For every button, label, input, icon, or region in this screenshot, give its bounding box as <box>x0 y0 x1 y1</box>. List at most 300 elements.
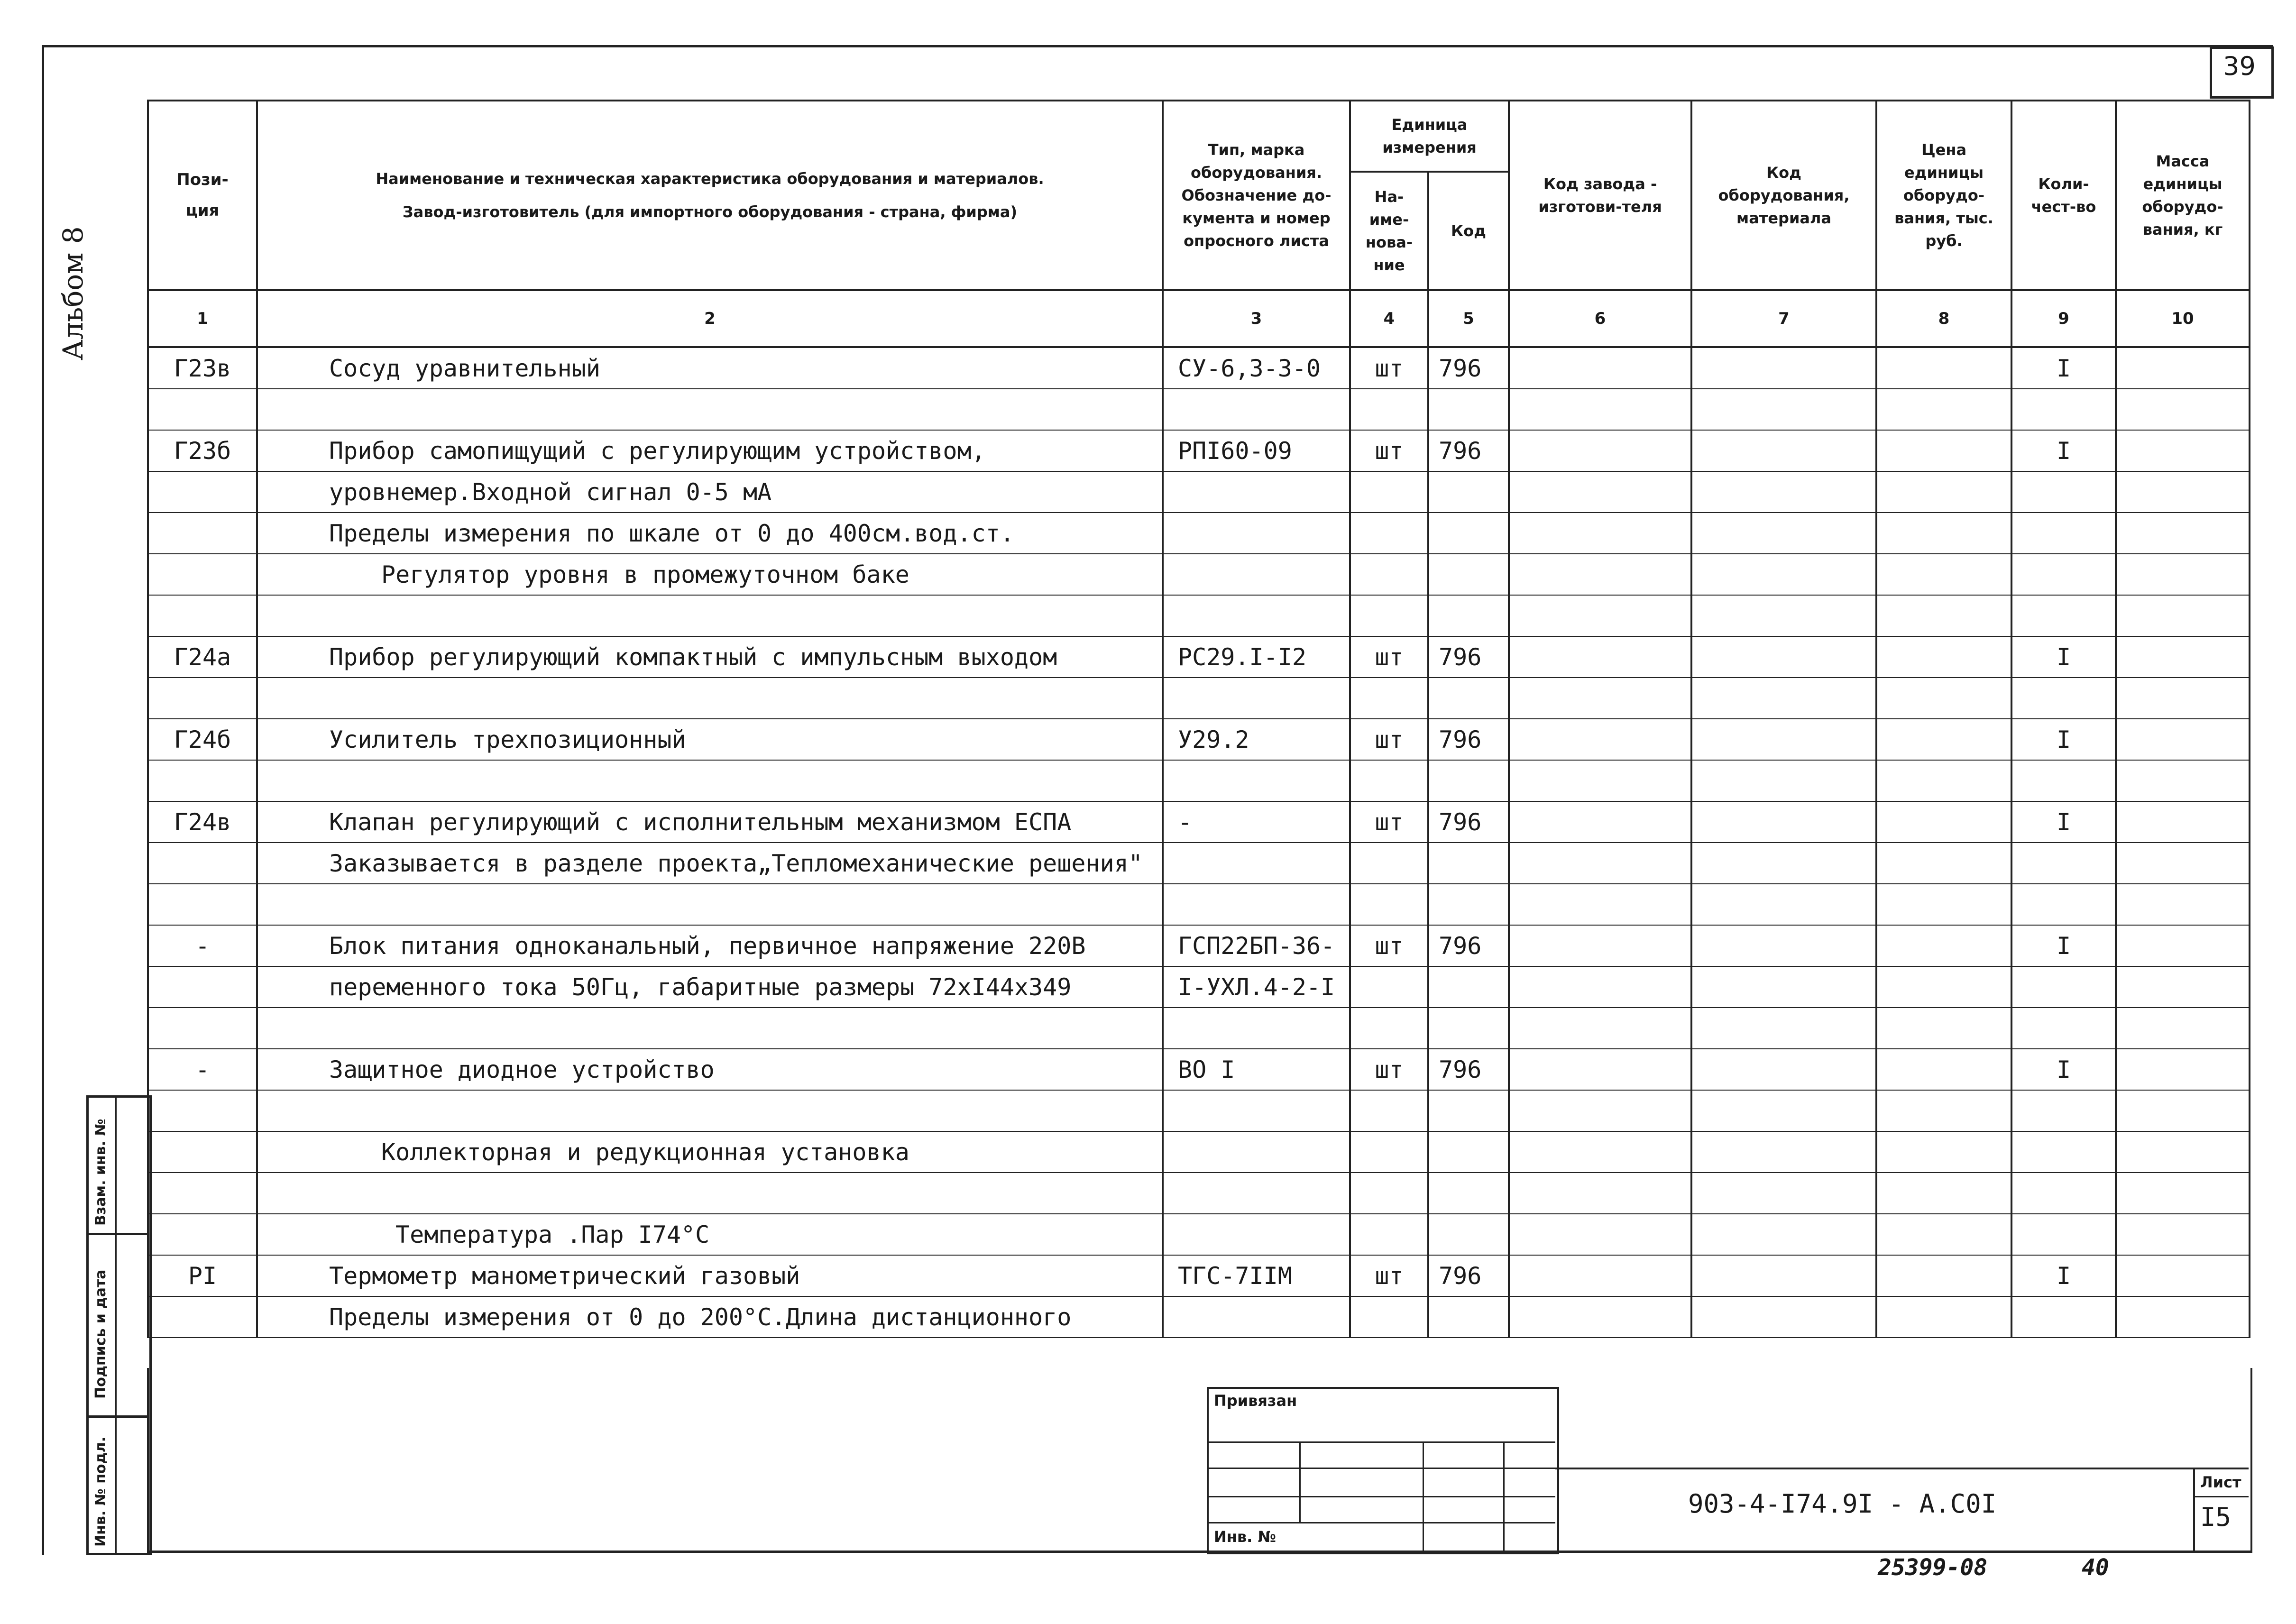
equipment-code-cell <box>1691 1131 1876 1173</box>
strip-separator <box>86 1415 147 1418</box>
table-row <box>148 678 2250 719</box>
position-cell <box>148 1214 257 1255</box>
price-cell <box>1876 513 2011 554</box>
type-cell <box>1163 471 1350 513</box>
table-row <box>148 843 2250 884</box>
mass-cell <box>2116 1049 2250 1090</box>
equipment-code-cell <box>1691 430 1876 471</box>
mass-cell <box>2116 719 2250 760</box>
position-cell <box>148 760 257 801</box>
header-mass: Масса единицы оборудо-вания, кг <box>2116 101 2250 290</box>
header-quantity: Коли-чест-во <box>2011 101 2116 290</box>
equipment-code-cell <box>1691 636 1876 678</box>
plant-code-cell <box>1509 801 1691 843</box>
type-cell: РПI60-09 <box>1163 430 1350 471</box>
equipment-code-cell <box>1691 801 1876 843</box>
replacement-inventory-label: Взам. инв. № <box>92 1119 109 1226</box>
equipment-code-cell <box>1691 1049 1876 1090</box>
plant-code-cell <box>1509 966 1691 1008</box>
unit-code-cell <box>1428 678 1509 719</box>
price-cell <box>1876 966 2011 1008</box>
plant-code-cell <box>1509 554 1691 595</box>
plant-code-cell <box>1509 884 1691 925</box>
unit-code-cell <box>1428 1296 1509 1338</box>
price-cell <box>1876 1255 2011 1296</box>
unit-code-cell <box>1428 1214 1509 1255</box>
unit-code-cell <box>1428 1131 1509 1173</box>
quantity-cell <box>2011 843 2116 884</box>
unit-code-cell <box>1428 513 1509 554</box>
plant-code-cell <box>1509 1296 1691 1338</box>
bound-label: Привязан <box>1214 1392 1297 1410</box>
stamp-vline <box>1299 1441 1301 1522</box>
col-number: 9 <box>2011 290 2116 347</box>
quantity-cell: I <box>2011 719 2116 760</box>
sheet-cell-divider <box>2193 1468 2195 1551</box>
unit-cell <box>1350 1090 1428 1131</box>
mass-cell <box>2116 471 2250 513</box>
price-cell <box>1876 471 2011 513</box>
table-row <box>148 760 2250 801</box>
table-row <box>148 1090 2250 1131</box>
unit-cell <box>1350 554 1428 595</box>
name-cell <box>257 678 1163 719</box>
price-cell <box>1876 430 2011 471</box>
type-cell: - <box>1163 801 1350 843</box>
unit-code-cell <box>1428 595 1509 636</box>
type-cell <box>1163 1008 1350 1049</box>
type-cell: I-УХЛ.4-2-I <box>1163 966 1350 1008</box>
position-cell <box>148 389 257 430</box>
inventory-label: Инв. № <box>1214 1528 1276 1546</box>
equipment-code-cell <box>1691 925 1876 966</box>
position-cell <box>148 1090 257 1131</box>
mass-cell <box>2116 1173 2250 1214</box>
strip-separator <box>86 1233 147 1235</box>
header-unit: Единица измерения <box>1350 101 1509 172</box>
sheet-number: I5 <box>2200 1502 2232 1532</box>
unit-cell <box>1350 595 1428 636</box>
unit-cell <box>1350 1214 1428 1255</box>
unit-code-cell <box>1428 554 1509 595</box>
type-cell: ТГС-7IIМ <box>1163 1255 1350 1296</box>
col-number: 4 <box>1350 290 1428 347</box>
mass-cell <box>2116 430 2250 471</box>
mass-cell <box>2116 389 2250 430</box>
unit-cell: шт <box>1350 801 1428 843</box>
quantity-cell <box>2011 554 2116 595</box>
plant-code-cell <box>1509 430 1691 471</box>
unit-cell: шт <box>1350 925 1428 966</box>
price-cell <box>1876 554 2011 595</box>
position-cell: - <box>148 1049 257 1090</box>
page-number: 39 <box>2223 51 2256 81</box>
name-cell: Защитное диодное устройство <box>257 1049 1163 1090</box>
unit-code-cell <box>1428 884 1509 925</box>
column-numbers-row <box>148 290 2250 347</box>
table-row <box>148 636 2250 678</box>
header-name <box>257 101 1163 290</box>
position-cell: Г24в <box>148 801 257 843</box>
quantity-cell <box>2011 1296 2116 1338</box>
type-cell: ГСП22БП-36- <box>1163 925 1350 966</box>
table-row <box>148 1173 2250 1214</box>
name-cell <box>257 595 1163 636</box>
equipment-code-cell <box>1691 884 1876 925</box>
price-cell <box>1876 719 2011 760</box>
equipment-code-cell <box>1691 471 1876 513</box>
header-type: Тип, марка оборудования. Обозначение до-кумента и номер опросного листа <box>1163 101 1350 290</box>
table-row <box>148 1131 2250 1173</box>
name-cell <box>257 1173 1163 1214</box>
type-cell <box>1163 389 1350 430</box>
mass-cell <box>2116 513 2250 554</box>
mass-cell <box>2116 1090 2250 1131</box>
table-row <box>148 1049 2250 1090</box>
price-cell <box>1876 760 2011 801</box>
quantity-cell <box>2011 678 2116 719</box>
album-label: Альбом 8 <box>57 226 89 360</box>
type-cell <box>1163 884 1350 925</box>
position-cell: Г24б <box>148 719 257 760</box>
name-cell <box>257 389 1163 430</box>
quantity-cell <box>2011 760 2116 801</box>
equipment-code-cell <box>1691 843 1876 884</box>
unit-code-cell <box>1428 760 1509 801</box>
price-cell <box>1876 595 2011 636</box>
position-cell <box>148 1296 257 1338</box>
unit-code-cell: 796 <box>1428 430 1509 471</box>
quantity-cell <box>2011 1214 2116 1255</box>
quantity-cell <box>2011 1131 2116 1173</box>
unit-cell <box>1350 389 1428 430</box>
type-cell <box>1163 1296 1350 1338</box>
plant-code-cell <box>1509 760 1691 801</box>
unit-code-cell: 796 <box>1428 719 1509 760</box>
name-cell <box>257 1090 1163 1131</box>
plant-code-cell <box>1509 389 1691 430</box>
col-number: 3 <box>1163 290 1350 347</box>
unit-cell <box>1350 966 1428 1008</box>
archive-code: 25399-08 <box>1878 1554 1988 1581</box>
table-row <box>148 389 2250 430</box>
name-cell: Пределы измерения от 0 до 200°С.Длина дистанционного <box>257 1296 1163 1338</box>
name-cell: Пределы измерения по шкале от 0 до 400см.вод.ст. <box>257 513 1163 554</box>
mass-cell <box>2116 1008 2250 1049</box>
price-cell <box>1876 347 2011 389</box>
position-cell <box>148 966 257 1008</box>
unit-cell: шт <box>1350 719 1428 760</box>
type-cell: РС29.I-I2 <box>1163 636 1350 678</box>
header-price: Цена единицы оборудо-вания, тыс. руб. <box>1876 101 2011 290</box>
plant-code-cell <box>1509 1214 1691 1255</box>
header-position: Пози- ция <box>148 101 257 290</box>
name-cell: Термометр манометрический газовый <box>257 1255 1163 1296</box>
unit-code-cell: 796 <box>1428 801 1509 843</box>
unit-cell <box>1350 760 1428 801</box>
col-number: 6 <box>1509 290 1691 347</box>
unit-code-cell: 796 <box>1428 347 1509 389</box>
mass-cell <box>2116 347 2250 389</box>
equipment-code-cell <box>1691 554 1876 595</box>
specification-table <box>147 100 2250 1338</box>
plant-code-cell <box>1509 1049 1691 1090</box>
header-plant-code: Код завода - изготови-теля <box>1509 101 1691 290</box>
plant-code-cell <box>1509 843 1691 884</box>
equipment-code-cell <box>1691 1090 1876 1131</box>
quantity-cell <box>2011 1090 2116 1131</box>
price-cell <box>1876 1173 2011 1214</box>
doc-code-line <box>1555 1468 2249 1469</box>
unit-code-cell: 796 <box>1428 1049 1509 1090</box>
type-cell <box>1163 1173 1350 1214</box>
type-cell <box>1163 1131 1350 1173</box>
unit-code-cell <box>1428 1173 1509 1214</box>
stamp-vline <box>1423 1441 1424 1551</box>
name-cell: Сосуд уравнительный <box>257 347 1163 389</box>
plant-code-cell <box>1509 1131 1691 1173</box>
quantity-cell <box>2011 966 2116 1008</box>
name-cell: Блок питания одноканальный, первичное напряжение 220В <box>257 925 1163 966</box>
price-cell <box>1876 884 2011 925</box>
price-cell <box>1876 389 2011 430</box>
unit-code-cell: 796 <box>1428 925 1509 966</box>
name-cell: Коллекторная и редукционная установка <box>257 1131 1163 1173</box>
price-cell <box>1876 1008 2011 1049</box>
name-cell <box>257 1008 1163 1049</box>
quantity-cell: I <box>2011 1255 2116 1296</box>
equipment-code-cell <box>1691 1173 1876 1214</box>
type-cell: ВО I <box>1163 1049 1350 1090</box>
mass-cell <box>2116 801 2250 843</box>
position-cell: Г23в <box>148 347 257 389</box>
quantity-cell <box>2011 595 2116 636</box>
col-number: 2 <box>257 290 1163 347</box>
plant-code-cell <box>1509 1090 1691 1131</box>
archive-page: 40 <box>2082 1554 2109 1581</box>
quantity-cell: I <box>2011 925 2116 966</box>
name-cell <box>257 884 1163 925</box>
type-cell <box>1163 760 1350 801</box>
table-row <box>148 1255 2250 1296</box>
name-cell: Прибор регулирующий компактный с импульсным выходом <box>257 636 1163 678</box>
position-cell: РI <box>148 1255 257 1296</box>
position-cell: - <box>148 925 257 966</box>
table-row <box>148 347 2250 389</box>
equipment-code-cell <box>1691 1255 1876 1296</box>
header-equipment-code: Код оборудования, материала <box>1691 101 1876 290</box>
mass-cell <box>2116 925 2250 966</box>
name-cell: Клапан регулирующий с исполнительным механизмом ЕСПА <box>257 801 1163 843</box>
plant-code-cell <box>1509 347 1691 389</box>
sheet-label: Лист <box>2200 1473 2241 1491</box>
price-cell <box>1876 843 2011 884</box>
position-cell: Г24а <box>148 636 257 678</box>
table-row <box>148 430 2250 471</box>
table-row <box>148 1214 2250 1255</box>
unit-code-cell <box>1428 843 1509 884</box>
document-code: 903-4-I74.9I - А.С0I <box>1688 1489 1997 1519</box>
mass-cell <box>2116 595 2250 636</box>
name-cell: Регулятор уровня в промежуточном баке <box>257 554 1163 595</box>
col-number: 8 <box>1876 290 2011 347</box>
type-cell: СУ-6,3-3-0 <box>1163 347 1350 389</box>
unit-code-cell <box>1428 471 1509 513</box>
col-number: 10 <box>2116 290 2250 347</box>
title-block <box>147 1368 2252 1553</box>
unit-cell <box>1350 1008 1428 1049</box>
header-unit-code: Код <box>1428 172 1509 290</box>
quantity-cell <box>2011 1173 2116 1214</box>
unit-cell: шт <box>1350 430 1428 471</box>
unit-code-cell <box>1428 389 1509 430</box>
equipment-code-cell <box>1691 760 1876 801</box>
quantity-cell <box>2011 884 2116 925</box>
equipment-code-cell <box>1691 389 1876 430</box>
unit-cell <box>1350 471 1428 513</box>
price-cell <box>1876 636 2011 678</box>
type-cell: У29.2 <box>1163 719 1350 760</box>
table-row <box>148 925 2250 966</box>
unit-code-cell: 796 <box>1428 1255 1509 1296</box>
col-number: 5 <box>1428 290 1509 347</box>
mass-cell <box>2116 1296 2250 1338</box>
original-inventory-label: Инв. № подл. <box>92 1436 109 1547</box>
col-number: 7 <box>1691 290 1876 347</box>
name-cell: Заказывается в разделе проекта„Тепломеханические решения" <box>257 843 1163 884</box>
position-cell <box>148 678 257 719</box>
name-cell: уровнемер.Входной сигнал 0-5 мА <box>257 471 1163 513</box>
price-cell <box>1876 801 2011 843</box>
name-cell: Температура .Пар I74°С <box>257 1214 1163 1255</box>
unit-code-cell: 796 <box>1428 636 1509 678</box>
mass-cell <box>2116 843 2250 884</box>
quantity-cell: I <box>2011 347 2116 389</box>
position-cell <box>148 843 257 884</box>
price-cell <box>1876 1131 2011 1173</box>
position-cell: Г23б <box>148 430 257 471</box>
mass-cell <box>2116 636 2250 678</box>
table-row <box>148 801 2250 843</box>
quantity-cell: I <box>2011 1049 2116 1090</box>
name-cell: Прибор самопищущий с регулирующим устройством, <box>257 430 1163 471</box>
signature-date-label: Подпись и дата <box>92 1269 109 1399</box>
price-cell <box>1876 1214 2011 1255</box>
equipment-code-cell <box>1691 966 1876 1008</box>
equipment-code-cell <box>1691 595 1876 636</box>
table-row <box>148 719 2250 760</box>
table-row <box>148 554 2250 595</box>
plant-code-cell <box>1509 719 1691 760</box>
unit-cell <box>1350 884 1428 925</box>
quantity-cell <box>2011 389 2116 430</box>
table-row <box>148 884 2250 925</box>
name-cell <box>257 760 1163 801</box>
name-cell: Усилитель трехпозиционный <box>257 719 1163 760</box>
quantity-cell <box>2011 513 2116 554</box>
position-cell <box>148 513 257 554</box>
unit-cell: шт <box>1350 1255 1428 1296</box>
unit-cell: шт <box>1350 1049 1428 1090</box>
mass-cell <box>2116 678 2250 719</box>
plant-code-cell <box>1509 925 1691 966</box>
price-cell <box>1876 925 2011 966</box>
price-cell <box>1876 1049 2011 1090</box>
type-cell <box>1163 678 1350 719</box>
type-cell <box>1163 595 1350 636</box>
plant-code-cell <box>1509 1008 1691 1049</box>
equipment-code-cell <box>1691 719 1876 760</box>
table-row <box>148 513 2250 554</box>
table-row <box>148 1008 2250 1049</box>
table-row <box>148 595 2250 636</box>
price-cell <box>1876 1296 2011 1338</box>
position-cell <box>148 1008 257 1049</box>
header-name-line1: Наименование и техническая характеристика оборудования и материалов. <box>376 169 1044 188</box>
price-cell <box>1876 1090 2011 1131</box>
position-cell <box>148 471 257 513</box>
type-cell <box>1163 843 1350 884</box>
table-row <box>148 471 2250 513</box>
header-name-line2: Завод-изготовитель (для импортного оборудования - страна, фирма) <box>402 203 1018 221</box>
quantity-cell <box>2011 1008 2116 1049</box>
specification-body <box>148 347 2250 1338</box>
unit-code-cell <box>1428 1008 1509 1049</box>
stamp-vline <box>1503 1441 1505 1551</box>
table-row <box>148 1296 2250 1338</box>
mass-cell <box>2116 1131 2250 1173</box>
price-cell <box>1876 678 2011 719</box>
unit-cell <box>1350 513 1428 554</box>
position-cell <box>148 595 257 636</box>
mass-cell <box>2116 884 2250 925</box>
position-cell <box>148 1173 257 1214</box>
unit-cell <box>1350 1296 1428 1338</box>
position-cell <box>148 554 257 595</box>
header-unit-name: На-име-нова-ние <box>1350 172 1428 290</box>
plant-code-cell <box>1509 513 1691 554</box>
type-cell <box>1163 513 1350 554</box>
unit-cell: шт <box>1350 636 1428 678</box>
unit-cell: шт <box>1350 347 1428 389</box>
plant-code-cell <box>1509 471 1691 513</box>
equipment-code-cell <box>1691 678 1876 719</box>
equipment-code-cell <box>1691 1296 1876 1338</box>
mass-cell <box>2116 1255 2250 1296</box>
quantity-cell <box>2011 471 2116 513</box>
mass-cell <box>2116 966 2250 1008</box>
table-row <box>148 966 2250 1008</box>
quantity-cell: I <box>2011 801 2116 843</box>
quantity-cell: I <box>2011 636 2116 678</box>
type-cell <box>1163 1090 1350 1131</box>
type-cell <box>1163 1214 1350 1255</box>
plant-code-cell <box>1509 636 1691 678</box>
plant-code-cell <box>1509 678 1691 719</box>
unit-cell <box>1350 1173 1428 1214</box>
equipment-code-cell <box>1691 347 1876 389</box>
equipment-code-cell <box>1691 1214 1876 1255</box>
col-number: 1 <box>148 290 257 347</box>
equipment-code-cell <box>1691 1008 1876 1049</box>
type-cell <box>1163 554 1350 595</box>
unit-code-cell <box>1428 966 1509 1008</box>
plant-code-cell <box>1509 595 1691 636</box>
unit-cell <box>1350 678 1428 719</box>
name-cell: переменного тока 50Гц, габаритные размеры 72хI44х349 <box>257 966 1163 1008</box>
mass-cell <box>2116 760 2250 801</box>
plant-code-cell <box>1509 1255 1691 1296</box>
